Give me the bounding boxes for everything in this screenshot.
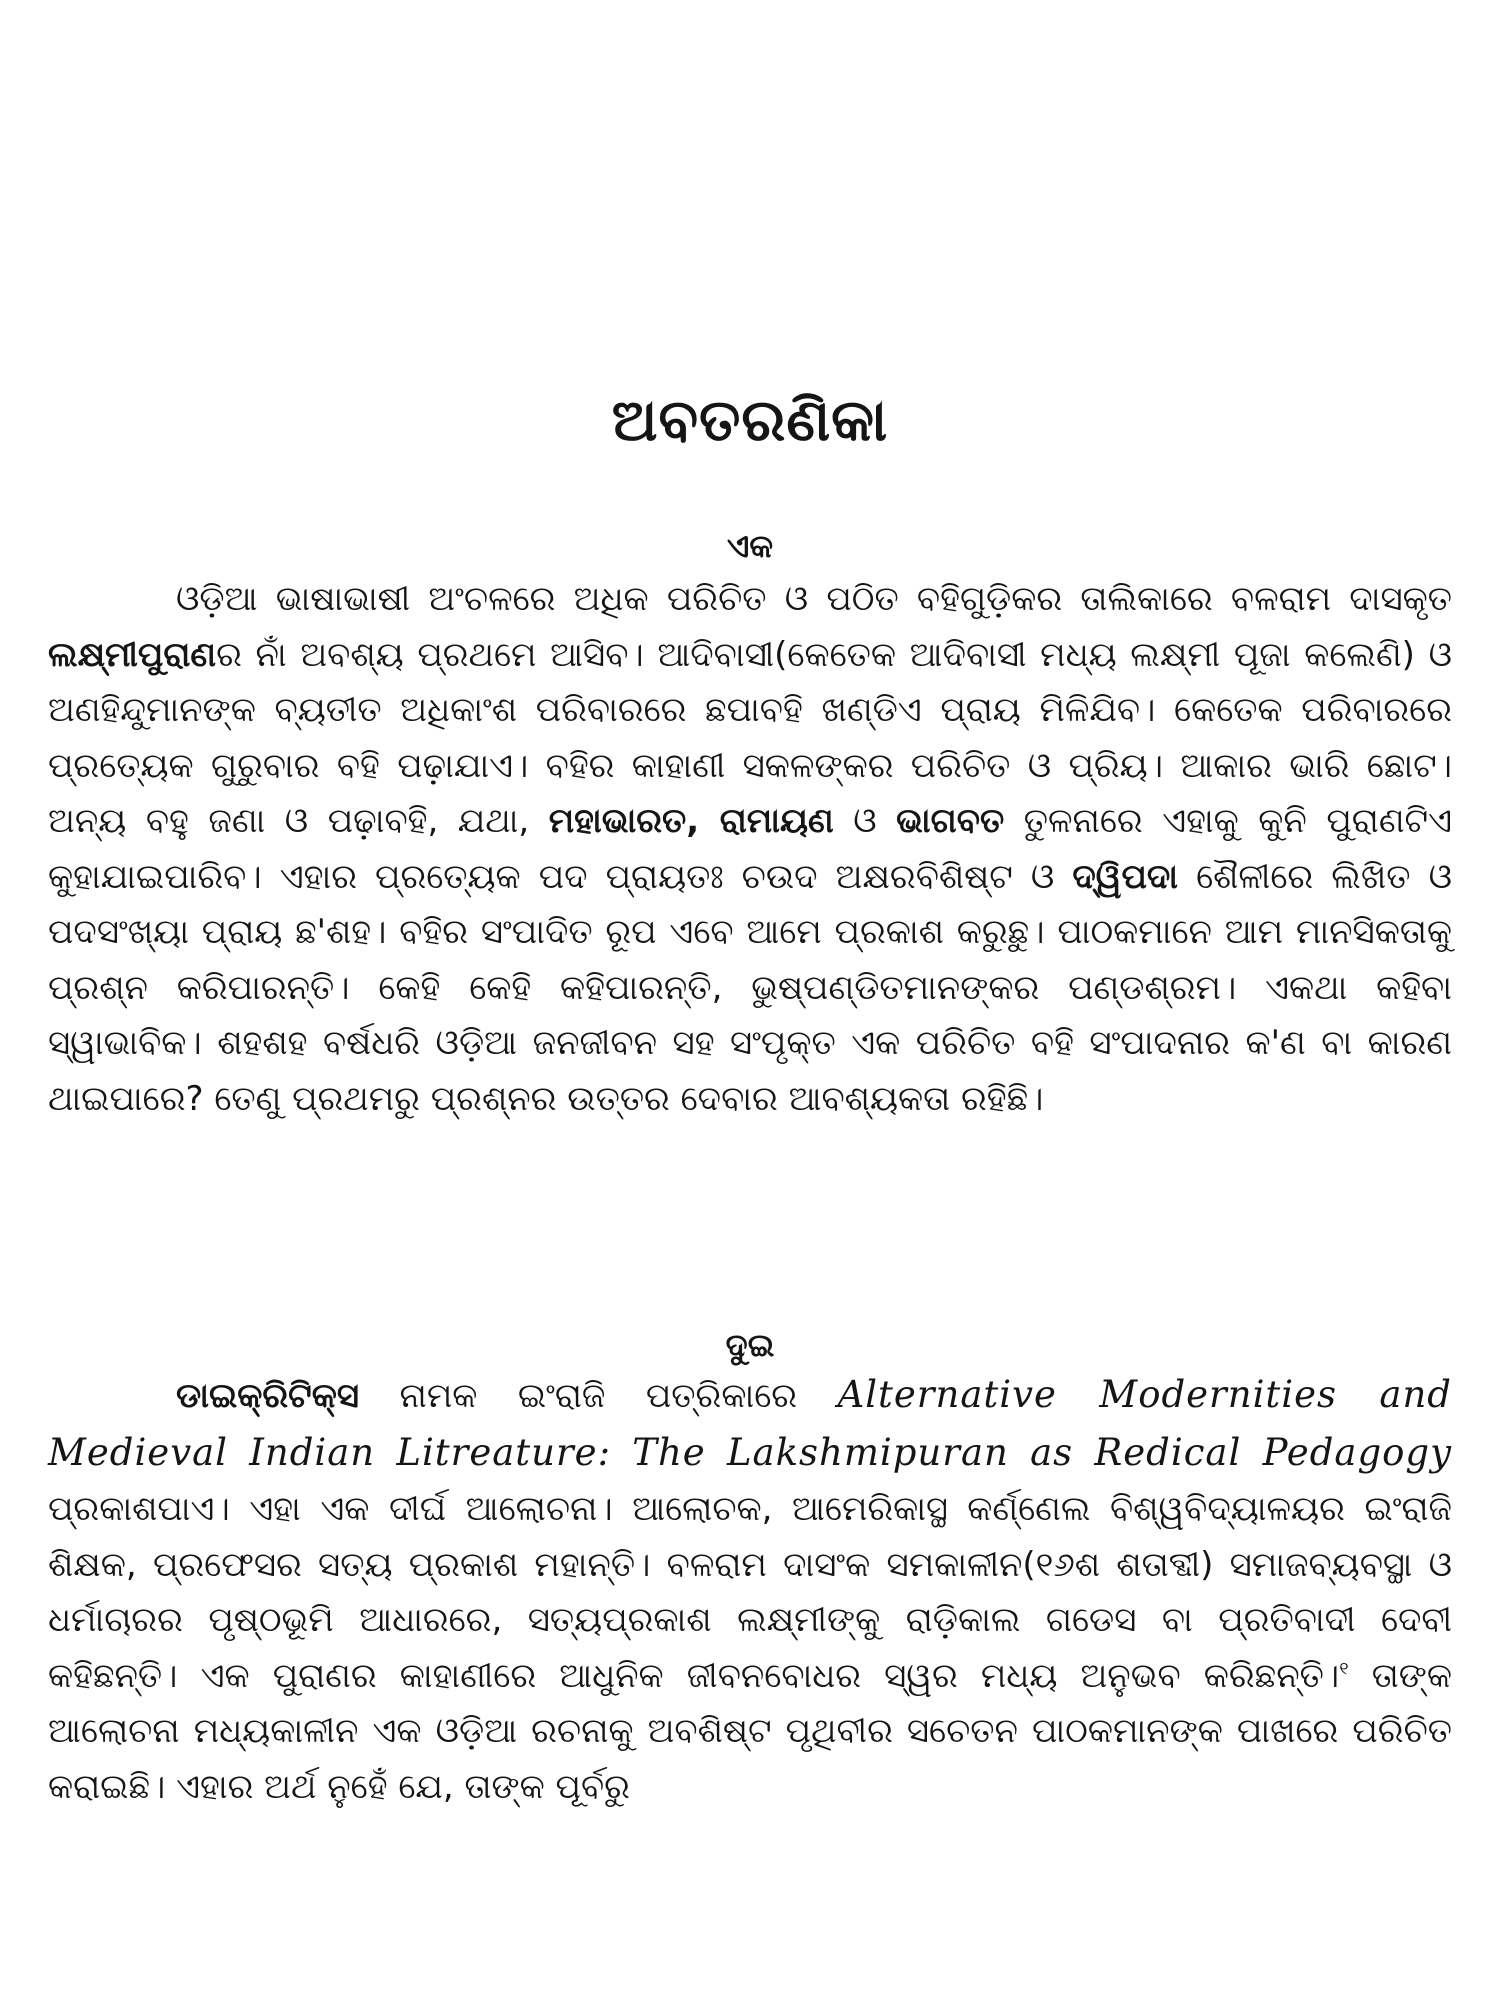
section-one-paragraph <box>48 572 1452 1127</box>
text-run: ଓ <box>833 801 897 841</box>
text-run: ପ୍ରକାଶପାଏ। ଏହା ଏକ ଦୀର୍ଘ ଆଲୋଚନା। ଆଲୋଚକ, ଆମେରିକାସ୍ଥ କର୍ଣ୍ଣେଲ ବିଶ୍ୱବିଦ୍ୟାଳୟର ଇଂରାଜି ଶିକ୍ଷକ, ପ୍ରଫେସର ସତ୍ୟ ପ୍ରକାଶ ମହାନ୍ତି। ବଳରାମ ଦାସଂକ ସମକାଳୀନ(୧୬ଶ ଶତାବ୍ଦୀ) ସମାଜବ୍ୟବସ୍ଥା ଓ ଧର୍ମାଚାରର ପୃଷ୍ଠଭୂମି ଆଧାରରେ, ସତ୍ୟପ୍ରକାଶ ଲକ୍ଷ୍ମୀଙ୍କୁ ରାଡ଼ିକାଲ ଗଡେସ ବା ପ୍ରତିବାଦୀ ଦେବୀ କହିଛନ୍ତି। ଏକ ପୁରାଣର କାହାଣୀରେ ଆଧୁନିକ ଜୀବନବୋଧର ସ୍ୱର ମଧ୍ୟ ଅନୁଭବ କରିଛନ୍ତି। <box>48 1489 1452 1696</box>
section-heading-two: ଦୁଇ <box>725 1326 775 1364</box>
section-two-paragraph <box>48 1367 1452 1815</box>
bold-journal-name: ଡାଇକ୍ରିଟିକ୍ସ <box>176 1376 359 1416</box>
english-article-title: Alternative Modernities and Medieval Indian Litreature: The Lakshmipuran as Redical Pedagogy <box>48 1373 1452 1474</box>
text-run: ତୁଳନାରେ ଏହାକୁ କୁନି ପୁରାଣଟିଏ କୁହାଯାଇପାରିବ। ଏହାର ପ୍ରତ୍ୟେକ ପଦ ପ୍ରାୟତଃ ଚଉଦ ଅକ୍ଷରବିଶିଷ୍ଟ ଓ <box>48 801 1452 897</box>
bold-term: ଦ୍ୱିପଦା <box>1072 856 1179 897</box>
text-run: ଶୈଳୀରେ ଲିଖିତ ଓ ପଦସଂଖ୍ୟା ପ୍ରାୟ ଛ'ଶହ। ବହିର ସଂପାଦିତ ରୂପ ଏବେ ଆମେ ପ୍ରକାଶ କରୁଛୁ। ପାଠକମାନେ ଆମ ମାନସିକତାକୁ ପ୍ରଶ୍ନ କରିପାରନ୍ତି। କେହି କେହି କହିପାରନ୍ତି, ଭୁଷ୍ପଣ୍ଡିତମାନଙ୍କର ପଣ୍ଡଶ୍ରମ। ଏକଥା କହିବା ସ୍ୱାଭାବିକ। ଶହଶହ ବର୍ଷଧରି ଓଡ଼ିଆ ଜନଜୀବନ ସହ ସଂପୃକ୍ତ ଏକ ପରିଚିତ ବହି ସଂପାଦନାର କ'ଣ ବା କାରଣ ଥାଇପାରେ? ତେଣୁ ପ୍ରଥମରୁ ପ୍ରଶ୍ନର ଉତ୍ତର ଦେବାର ଆବଶ୍ୟକତା ରହିଛି। <box>48 856 1452 1119</box>
bold-book-title: ଭାଗବତ <box>896 801 1005 841</box>
text-run: ର ନାଁ ଅବଶ୍ୟ ପ୍ରଥମେ ଆସିବ। ଆଦିବାସୀ(କେତେକ ଆଦିବାସୀ ମଧ୍ୟ ଲକ୍ଷ୍ମୀ ପୂଜା କଲେଣି) ଓ ଅଣହିନ୍ଦୁମାନଙ୍କ ବ୍ୟତୀତ ଅଧିକାଂଶ ପରିବାରରେ ଛପାବହି ଖଣ୍ଡିଏ ପ୍ରାୟ ମିଳିଯିବ। କେତେକ ପରିବାରରେ ପ୍ରତ୍ୟେକ ଗୁରୁବାର ବହି ପଢ଼ାଯାଏ। ବହିର କାହାଣୀ ସକଳଙ୍କର ପରିଚିତ ଓ ପ୍ରିୟ। ଆକାର ଭାରି ଛୋଟ। ଅନ୍ୟ ବହୁ ଜଣା ଓ ପଢ଼ାବହି, ଯଥା, <box>48 634 1452 841</box>
page-title: ଅବତରଣିକା <box>611 386 889 454</box>
text-run: ନାମକ ଇଂରାଜି ପତ୍ରିକାରେ <box>359 1376 838 1416</box>
book-page <box>48 0 1452 2000</box>
text-run: ଓଡ଼ିଆ ଭାଷାଭାଷୀ ଅଂଚଳରେ ଅଧିକ ପରିଚିତ ଓ ପଠିତ ବହିଗୁଡ଼ିକର ତାଲିକାରେ ବଳରାମ ଦାସକୃତ <box>176 579 1452 619</box>
bold-book-title: ଲକ୍ଷ୍ମୀପୁରାଣ <box>48 634 217 675</box>
footnote-marker: ୧ <box>1339 1658 1349 1680</box>
text-run: ତାଙ୍କ ଆଲୋଚନା ମଧ୍ୟକାଳୀନ ଏକ ଓଡ଼ିଆ ରଚନାକୁ ଅବଶିଷ୍ଟ ପୃଥିବୀର ସଚେତନ ପାଠକମାନଙ୍କ ପାଖରେ ପରିଚିତ କରାଇଛି। ଏହାର ଅର୍ଥ ନୁହେଁ ଯେ, ତାଙ୍କ ପୂର୍ବରୁ <box>48 1655 1452 1807</box>
bold-book-title: ମହାଭାରତ, ରାମାୟଣ <box>548 801 834 841</box>
section-heading-one: ଏକ <box>726 527 774 565</box>
